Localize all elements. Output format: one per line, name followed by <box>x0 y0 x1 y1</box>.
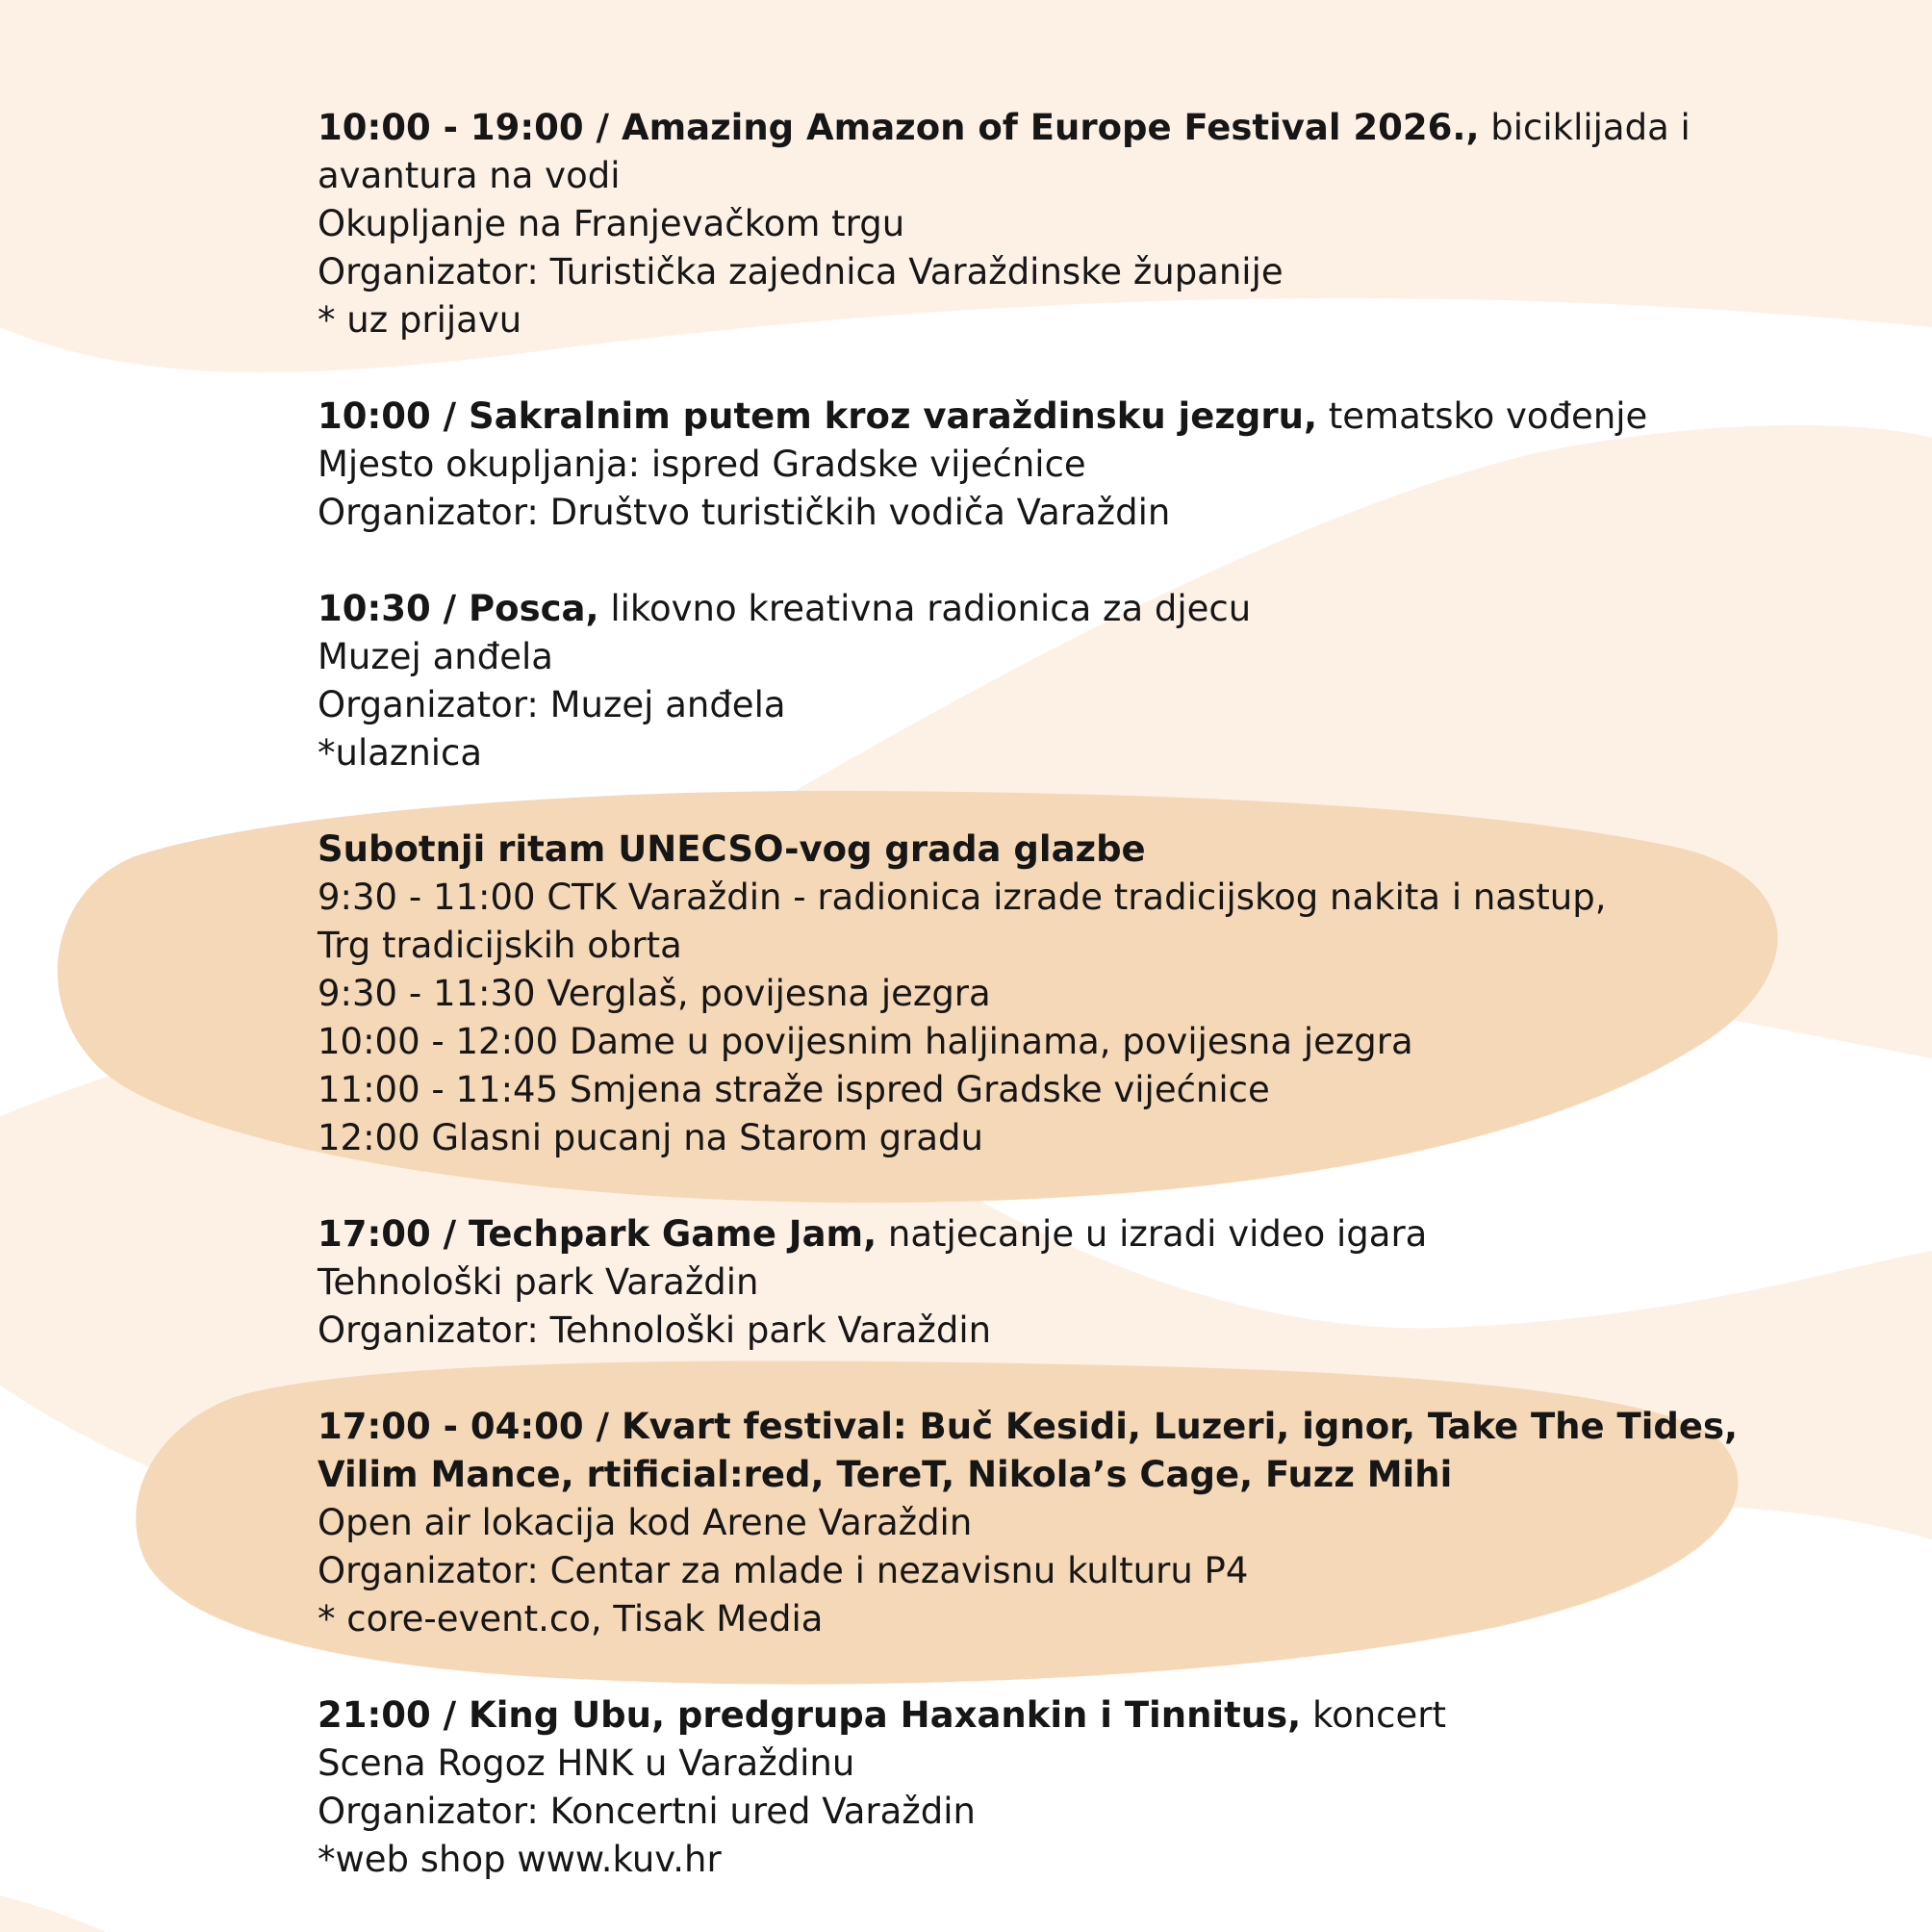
event-time-title: 21:00 / King Ubu, predgrupa Haxankin i Tinnitus, <box>318 1694 1302 1736</box>
event-item <box>318 585 1818 777</box>
event-note: *ulaznica <box>318 732 483 774</box>
event-organizer: Organizator: Tehnološki park Varaždin <box>318 1309 992 1351</box>
event-title <box>318 393 1818 441</box>
event-item <box>318 104 1818 344</box>
event-location: Scena Rogoz HNK u Varaždinu <box>318 1742 855 1784</box>
schedule-line: 9:30 - 11:30 Verglaš, povijesna jezgra <box>318 973 991 1014</box>
event-item <box>318 1403 1818 1643</box>
schedule-line: 11:00 - 11:45 Smjena straže ispred Gradske vijećnice <box>318 1069 1270 1110</box>
event-note: * core-event.co, Tisak Media <box>318 1598 824 1640</box>
event-description: natjecanje u izradi video igara <box>877 1213 1428 1255</box>
event-item <box>318 1210 1818 1355</box>
event-organizer: Organizator: Društvo turističkih vodiča Varaždin <box>318 492 1171 533</box>
event-time-title: Subotnji ritam UNECSO-vog grada glazbe <box>318 828 1146 870</box>
event-organizer: Organizator: Koncertni ured Varaždin <box>318 1791 976 1832</box>
event-description: biciklijada i avantura na vodi <box>318 107 1690 196</box>
schedule-line: 9:30 - 11:00 CTK Varaždin - radionica izrade tradicijskog nakita i nastup, <box>318 877 1607 918</box>
event-time-title: 17:00 - 04:00 / Kvart festival: Buč Kesidi, Luzeri, ignor, Take The Tides, Vilim Mance, rtificial:red, TereT, Nikola’s Cage, Fuzz Mihi <box>318 1406 1739 1495</box>
schedule-line: 12:00 Glasni pucanj na Starom gradu <box>318 1117 983 1158</box>
event-time-title: 17:00 / Techpark Game Jam, <box>318 1213 877 1255</box>
schedule-line: Trg tradicijskih obrta <box>318 925 682 966</box>
event-location: Tehnološki park Varaždin <box>318 1261 759 1303</box>
event-description: likovno kreativna radionica za djecu <box>598 588 1252 629</box>
event-location: Open air lokacija kod Arene Varaždin <box>318 1502 973 1543</box>
event-organizer: Organizator: Muzej anđela <box>318 684 786 725</box>
event-note: *web shop www.kuv.hr <box>318 1839 722 1880</box>
event-location: Okupljanje na Franjevačkom trgu <box>318 203 905 244</box>
event-location: Muzej anđela <box>318 636 553 677</box>
event-time-title: 10:30 / Posca, <box>318 588 599 629</box>
event-list <box>318 104 1818 1932</box>
event-title <box>318 104 1818 200</box>
schedule-line: 10:00 - 12:00 Dame u povijesnim haljinama, povijesna jezgra <box>318 1021 1413 1062</box>
event-title <box>318 585 1818 633</box>
event-location: Mjesto okupljanja: ispred Gradske vijećnice <box>318 444 1086 485</box>
event-description: koncert <box>1301 1694 1447 1736</box>
event-title <box>318 1403 1818 1499</box>
event-description: tematsko vođenje <box>1317 395 1648 437</box>
event-time-title: 10:00 - 19:00 / Amazing Amazon of Europe Festival 2026., <box>318 107 1480 148</box>
event-title <box>318 826 1818 874</box>
event-title <box>318 1691 1818 1740</box>
event-item <box>318 826 1818 1162</box>
event-title <box>318 1210 1818 1258</box>
event-organizer: Organizator: Centar za mlade i nezavisnu kulturu P4 <box>318 1550 1249 1591</box>
event-item <box>318 1691 1818 1884</box>
event-time-title: 10:00 / Sakralnim putem kroz varaždinsku jezgru, <box>318 395 1317 437</box>
event-item <box>318 393 1818 537</box>
light-wave-bottom <box>0 1895 106 1932</box>
event-organizer: Organizator: Turistička zajednica Varaždinske županije <box>318 251 1284 292</box>
event-note: * uz prijavu <box>318 299 522 341</box>
